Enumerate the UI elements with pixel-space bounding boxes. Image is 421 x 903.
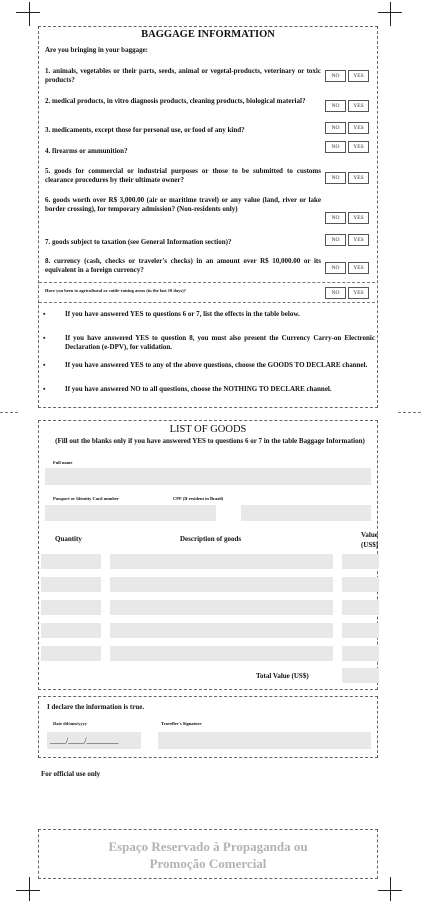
- question-4: 4. firearms or ammunition?: [45, 147, 128, 155]
- value-cell[interactable]: [342, 600, 379, 615]
- q5-yes-checkbox[interactable]: YES: [348, 172, 369, 184]
- full-name-label: Full name: [53, 460, 73, 465]
- signature-label: Traveller's Signature: [161, 721, 202, 726]
- q7-no-checkbox[interactable]: NO: [325, 234, 346, 246]
- q4-yes-checkbox[interactable]: YES: [348, 141, 369, 153]
- description-cell[interactable]: [110, 554, 333, 569]
- crop-mark: [29, 877, 30, 901]
- promo-line-2: Promoção Comercial: [149, 856, 267, 871]
- divider: [39, 282, 375, 283]
- divider: [39, 302, 375, 303]
- signature-field[interactable]: [158, 732, 371, 749]
- value-cell[interactable]: [342, 646, 379, 661]
- full-name-field[interactable]: [45, 468, 371, 485]
- instruction-text: If you have answered NO to all questions, choose the NOTHING TO DECLARE channel.: [65, 385, 332, 393]
- crop-mark: [16, 890, 40, 891]
- crop-mark: [390, 2, 391, 26]
- q4-no-checkbox[interactable]: NO: [325, 141, 346, 153]
- quantity-cell[interactable]: [41, 646, 101, 661]
- question-5: 5. goods for commercial or industrial purposes or those to be submitted to customs clearance procedures by their ultimate owner?: [45, 167, 321, 184]
- question-agricultural: Have you been to agricultural or cattle-raising areas (in the last 10 days)?: [45, 288, 186, 293]
- q5-no-checkbox[interactable]: NO: [325, 172, 346, 184]
- value-cell[interactable]: [342, 577, 379, 592]
- question-1: 1. animals, vegetables or their parts, seeds, animal or vegetal-products, veterinary or toxic products?: [45, 67, 321, 84]
- goods-title: LIST OF GOODS: [169, 424, 247, 435]
- goods-subtitle: (Fill out the blanks only if you have answered YES to questions 6 or 7 in the table Baggage Information): [55, 437, 365, 445]
- q3-no-checkbox[interactable]: NO: [325, 122, 346, 134]
- question-3: 3. medicaments, except those for personal use, or food of any kind?: [45, 126, 245, 134]
- q9-yes-checkbox[interactable]: YES: [348, 287, 369, 299]
- q3-yes-checkbox[interactable]: YES: [348, 122, 369, 134]
- crop-mark: [29, 2, 30, 26]
- question-8: 8. currency (cash, checks or traveler's checks) in an amount over R$ 10,000.00 or its equivalent in a foreign currency?: [45, 257, 321, 274]
- total-value-field[interactable]: [342, 668, 379, 683]
- date-field[interactable]: [47, 732, 141, 749]
- q1-yes-checkbox[interactable]: YES: [348, 70, 369, 82]
- fold-line: [398, 412, 421, 413]
- promo-line-1: Espaço Reservado à Propaganda ou: [108, 839, 308, 854]
- cpf-label: CPF (If resident in Brazil): [173, 496, 224, 501]
- q1-no-checkbox[interactable]: NO: [325, 70, 346, 82]
- description-cell[interactable]: [110, 646, 333, 661]
- crop-mark: [378, 890, 402, 891]
- quantity-header: Quantity: [55, 535, 82, 543]
- total-value-label: Total Value (US$): [256, 672, 309, 680]
- q6-yes-checkbox[interactable]: YES: [348, 212, 369, 224]
- value-header: Value (US$): [361, 531, 379, 549]
- value-cell[interactable]: [342, 554, 379, 569]
- instruction-text: If you have answered YES to questions 6 or 7, list the effects in the table below.: [65, 310, 300, 318]
- q7-yes-checkbox[interactable]: YES: [348, 234, 369, 246]
- value-cell[interactable]: [342, 623, 379, 638]
- question-6: 6. goods worth over R$ 3,000.00 (air or maritime travel) or any value (land, river or lake border crossing), for temporary admission? (Non-residents only): [45, 196, 321, 213]
- passport-label: Passport or Identity Card number: [53, 496, 119, 501]
- passport-field[interactable]: [45, 505, 216, 521]
- official-use-label: For official use only: [41, 770, 101, 778]
- date-label: Date dd/mm/yyyy: [53, 721, 88, 726]
- declaration-text: I declare the information is true.: [47, 703, 145, 711]
- instruction-text: If you have answered YES to any of the above questions, choose the GOODS TO DECLARE channel.: [65, 361, 368, 369]
- question-7: 7. goods subject to taxation (see General Information section)?: [45, 238, 232, 246]
- quantity-cell[interactable]: [41, 577, 101, 592]
- baggage-title: BAGGAGE INFORMATION: [141, 29, 275, 40]
- crop-mark: [378, 12, 402, 13]
- description-header: Description of goods: [180, 535, 242, 543]
- cpf-field[interactable]: [241, 505, 371, 521]
- quantity-cell[interactable]: [41, 623, 101, 638]
- quantity-cell[interactable]: [41, 554, 101, 569]
- promo-text: [38, 838, 378, 872]
- question-2: 2. medical products, in vitro diagnosis products, cleaning products, biological material?: [45, 97, 306, 105]
- q8-no-checkbox[interactable]: NO: [325, 262, 346, 274]
- description-cell[interactable]: [110, 623, 333, 638]
- date-blank: ____/____/________: [50, 736, 119, 745]
- crop-mark: [16, 12, 40, 13]
- baggage-intro: Are you bringing in your baggage:: [45, 46, 149, 54]
- description-cell[interactable]: [110, 577, 333, 592]
- quantity-cell[interactable]: [41, 600, 101, 615]
- q6-no-checkbox[interactable]: NO: [325, 212, 346, 224]
- description-cell[interactable]: [110, 600, 333, 615]
- crop-mark: [390, 877, 391, 901]
- q8-yes-checkbox[interactable]: YES: [348, 262, 369, 274]
- instruction-text: If you have answered YES to question 8, you must also present the Currency Carry-on Electronic Declaration (e-DPV), for validation.: [65, 334, 375, 351]
- q2-no-checkbox[interactable]: NO: [325, 100, 346, 112]
- q2-yes-checkbox[interactable]: YES: [348, 100, 369, 112]
- q9-no-checkbox[interactable]: NO: [325, 287, 346, 299]
- fold-line: [0, 412, 18, 413]
